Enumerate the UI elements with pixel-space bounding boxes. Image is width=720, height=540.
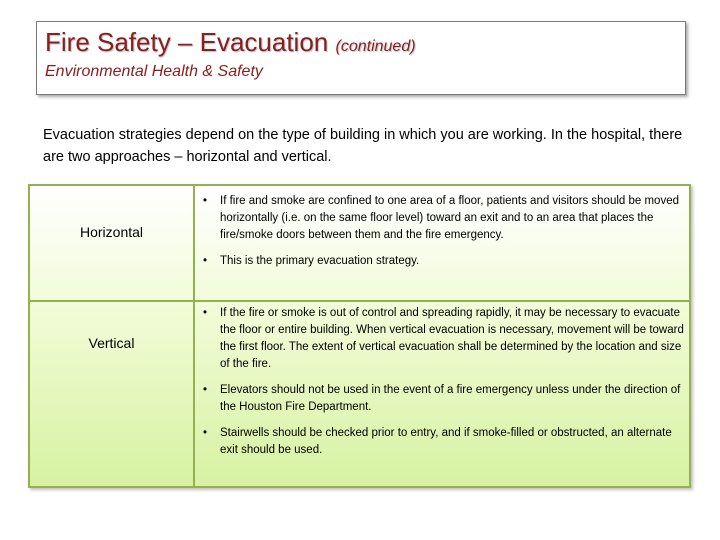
bullet-icon: • <box>203 195 208 207</box>
list-item: • Elevators should not be used in the event of a fire emergency unless under the direction of the Houston Fire Department. <box>203 384 681 413</box>
bullets-horizontal <box>200 193 685 279</box>
title-main: Fire Safety – Evacuation <box>45 27 329 57</box>
slide-title <box>45 27 416 58</box>
bullet-icon: • <box>203 384 208 396</box>
column-divider <box>193 186 195 486</box>
title-suffix: (continued) <box>335 38 416 55</box>
bullets-vertical <box>200 305 685 468</box>
list-item: • If fire and smoke are confined to one area of a floor, patients and visitors should be moved horizontally (i.e. on the same floor level) toward an exit and to an area that places the fire/smoke doors between them and the fire emergency. <box>203 195 679 241</box>
list-item: • If the fire or smoke is out of control and spreading rapidly, it may be necessary to evacuate the floor or entire building. When vertical evacuation is necessary, movement will be toward the first floor. The extent of vertical evacuation shall be determined by the location and size of the fire. <box>203 307 684 370</box>
bullet-icon: • <box>203 307 208 319</box>
row-label-horizontal: Horizontal <box>79 224 144 240</box>
bullet-icon: • <box>203 427 208 439</box>
list-item: • This is the primary evacuation strategy. <box>200 253 685 270</box>
slide-subtitle: Environmental Health & Safety <box>45 63 263 80</box>
row-divider <box>30 300 689 302</box>
intro-paragraph: Evacuation strategies depend on the type of building in which you are working. In the hospital, there are two approaches – horizontal and vertical. <box>43 127 683 165</box>
evacuation-table <box>28 184 691 488</box>
title-box <box>36 21 686 95</box>
bullet-icon: • <box>203 255 208 267</box>
row-label-vertical: Vertical <box>88 335 135 351</box>
list-item: • Stairwells should be checked prior to entry, and if smoke-filled or obstructed, an alternate exit should be used. <box>203 427 672 456</box>
